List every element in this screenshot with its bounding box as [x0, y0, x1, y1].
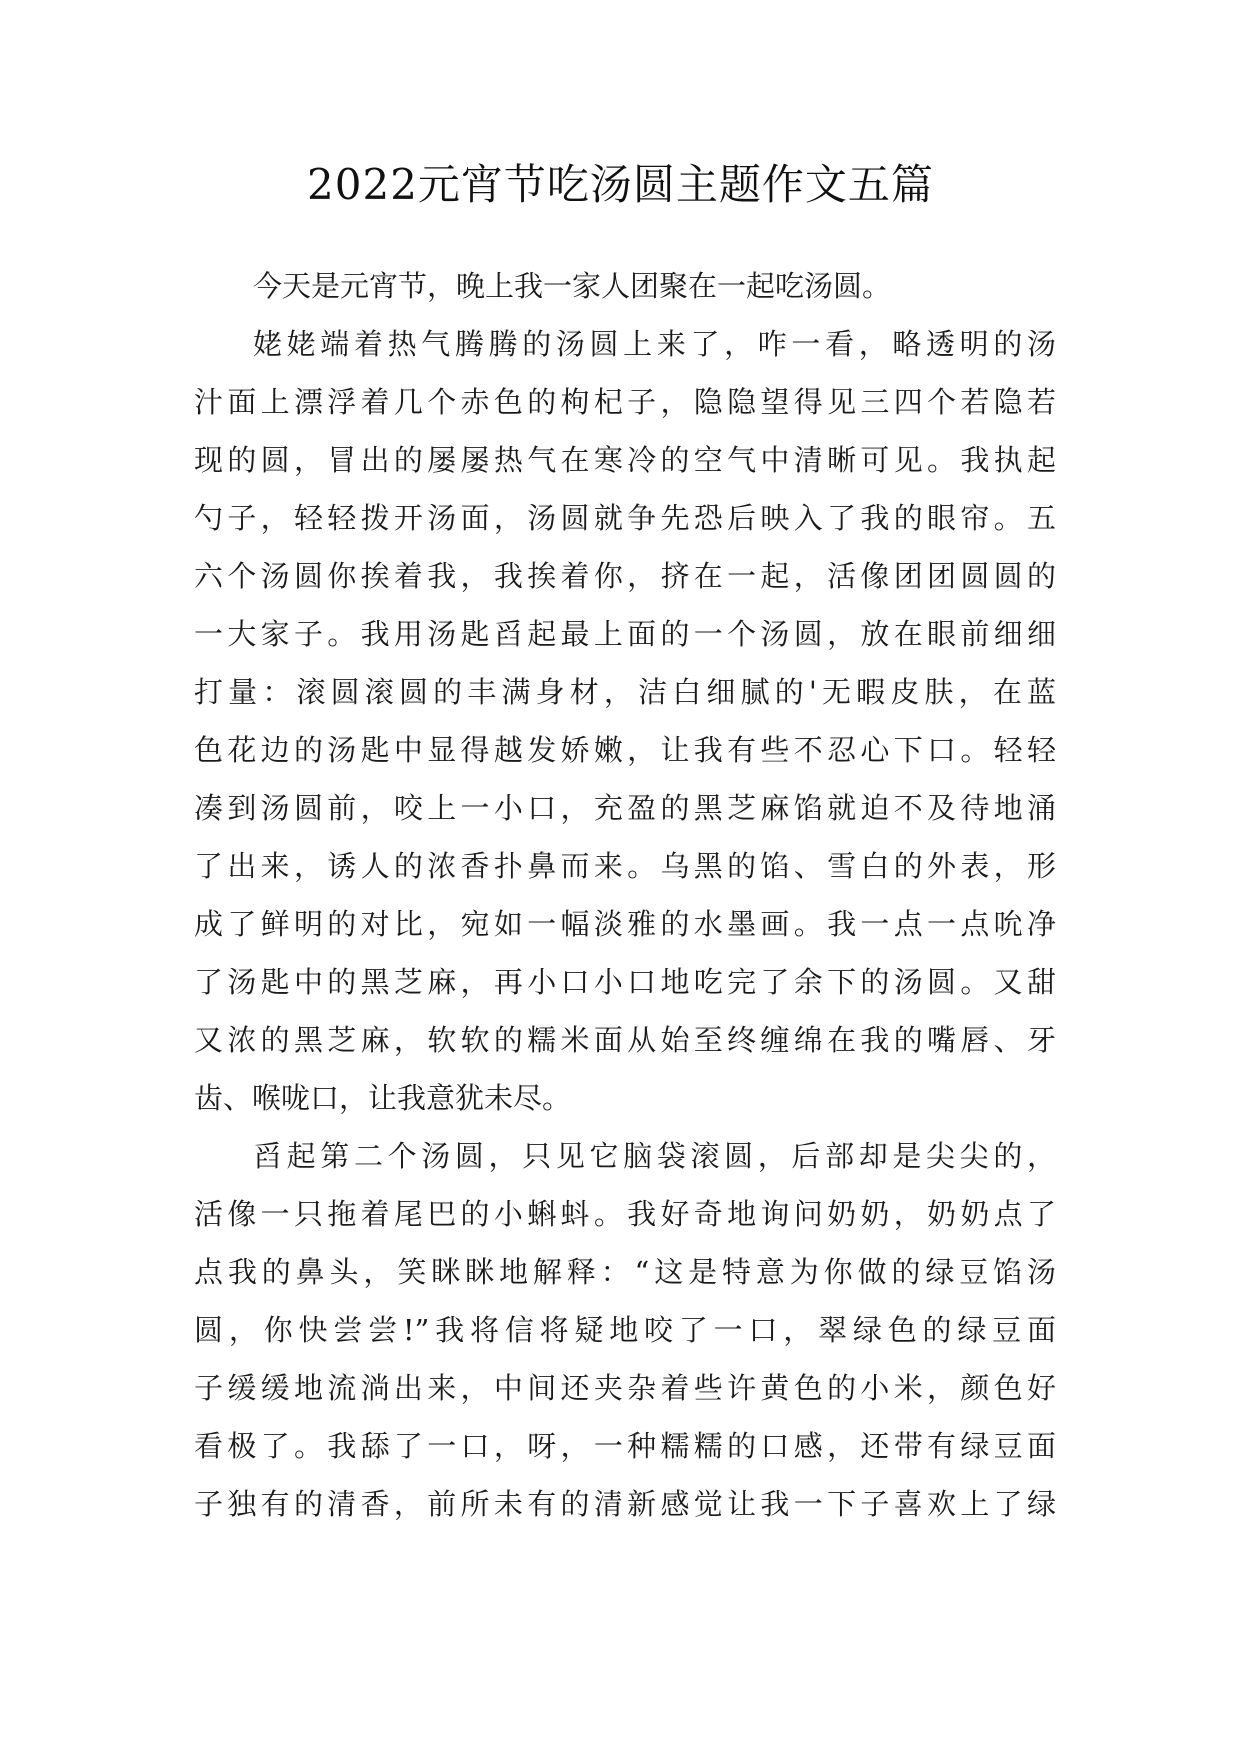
paragraph-2-line-10: 了出来，诱人的浓香扑鼻而来。乌黑的馅、雪白的外表，形 — [194, 849, 1056, 883]
paragraph-3-line-4: 圆，你快尝尝!”我将信将疑地咬了一口，翠绿色的绿豆面 — [194, 1313, 1056, 1347]
paragraph-2-line-13: 又浓的黑芝麻，软软的糯米面从始至终缠绵在我的嘴唇、牙 — [194, 1023, 1056, 1057]
paragraph-3-line-6: 看极了。我舔了一口，呀，一种糯糯的口感，还带有绿豆面 — [194, 1429, 1056, 1463]
paragraph-3-line-5: 子缓缓地流淌出来，中间还夹杂着些许黄色的小米，颜色好 — [194, 1371, 1056, 1405]
paragraph-1-line-1: 今天是元宵节，晚上我一家人团聚在一起吃汤圆。 — [253, 269, 892, 303]
paragraph-2-line-11: 成了鲜明的对比，宛如一幅淡雅的水墨画。我一点一点吮净 — [194, 907, 1056, 941]
paragraph-2-line-14: 齿、喉咙口，让我意犹未尽。 — [194, 1081, 572, 1115]
paragraph-2-line-5: 六个汤圆你挨着我，我挨着你，挤在一起，活像团团圆圆的 — [194, 559, 1056, 593]
paragraph-3-line-1: 舀起第二个汤圆，只见它脑袋滚圆，后部却是尖尖的， — [253, 1139, 1056, 1173]
paragraph-2-line-4: 勺子，轻轻拨开汤面，汤圆就争先恐后映入了我的眼帘。五 — [194, 501, 1056, 535]
document-title: 2022元宵节吃汤圆主题作文五篇 — [307, 160, 934, 209]
paragraph-2-line-1: 姥姥端着热气腾腾的汤圆上来了，咋一看，略透明的汤 — [253, 327, 1056, 361]
paragraph-3-line-3: 点我的鼻头，笑眯眯地解释：“这是特意为你做的绿豆馅汤 — [194, 1255, 1056, 1289]
paragraph-2-line-9: 凑到汤圆前，咬上一小口，充盈的黑芝麻馅就迫不及待地涌 — [194, 791, 1056, 825]
paragraph-2-line-12: 了汤匙中的黑芝麻，再小口小口地吃完了余下的汤圆。又甜 — [194, 965, 1056, 999]
paragraph-2-line-6: 一大家子。我用汤匙舀起最上面的一个汤圆，放在眼前细细 — [194, 617, 1056, 651]
paragraph-2-line-8: 色花边的汤匙中显得越发娇嫩，让我有些不忍心下口。轻轻 — [194, 733, 1056, 767]
paragraph-2-line-3: 现的圆，冒出的屡屡热气在寒冷的空气中清晰可见。我执起 — [194, 443, 1056, 477]
paragraph-2-line-2: 汁面上漂浮着几个赤色的枸杞子，隐隐望得见三四个若隐若 — [194, 385, 1056, 419]
paragraph-2-line-7: 打量：滚圆滚圆的丰满身材，洁白细腻的'无暇皮肤，在蓝 — [194, 675, 1056, 709]
paragraph-3-line-7: 子独有的清香，前所未有的清新感觉让我一下子喜欢上了绿 — [194, 1487, 1056, 1521]
paragraph-3-line-2: 活像一只拖着尾巴的小蝌蚪。我好奇地询问奶奶，奶奶点了 — [194, 1197, 1056, 1231]
